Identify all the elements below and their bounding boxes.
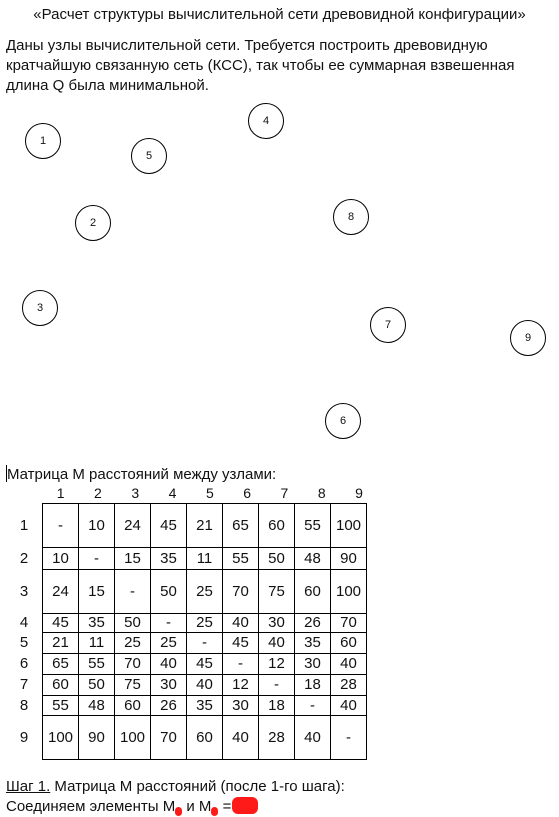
matrix-cell: 40: [295, 716, 331, 760]
matrix-cell: -: [79, 548, 115, 570]
matrix-cell: 25: [187, 614, 223, 633]
row-header: 2: [19, 549, 29, 567]
row-header: 3: [19, 582, 29, 600]
matrix-cell: 12: [259, 654, 295, 675]
node-1: 1: [25, 123, 61, 159]
matrix-cell: 35: [295, 633, 331, 654]
matrix-cell: 70: [115, 654, 151, 675]
matrix-cell: 30: [223, 696, 259, 716]
matrix-cell: 24: [115, 504, 151, 548]
matrix-cell: 70: [151, 716, 187, 760]
matrix-cell: 60: [259, 504, 295, 548]
matrix-cell: 25: [151, 633, 187, 654]
matrix-cell: -: [43, 504, 79, 548]
matrix-cell: 11: [79, 633, 115, 654]
document-title: «Расчет структуры вычислительной сети древовидной конфигурации»: [33, 6, 526, 23]
distance-matrix: [42, 503, 367, 760]
matrix-cell: 11: [187, 548, 223, 570]
matrix-row-headers: [8, 503, 40, 759]
matrix-cell: 45: [187, 654, 223, 675]
matrix-cell: 25: [115, 633, 151, 654]
matrix-cell: 48: [79, 696, 115, 716]
matrix-cell: 30: [259, 614, 295, 633]
matrix-cell: 35: [79, 614, 115, 633]
column-header: 2: [94, 485, 102, 501]
matrix-cell: 40: [223, 716, 259, 760]
table-row: [43, 570, 367, 614]
matrix-cell: -: [259, 675, 295, 696]
matrix-cell: 18: [295, 675, 331, 696]
matrix-cell: 45: [151, 504, 187, 548]
row-header: 7: [19, 676, 29, 693]
matrix-cell: 55: [223, 548, 259, 570]
table-row: [43, 675, 367, 696]
matrix-cell: 30: [295, 654, 331, 675]
node-8: 8: [333, 199, 369, 235]
matrix-cell: 75: [115, 675, 151, 696]
matrix-cell: 21: [187, 504, 223, 548]
matrix-cell: 65: [223, 504, 259, 548]
matrix-cell: 10: [43, 548, 79, 570]
matrix-cell: 100: [43, 716, 79, 760]
matrix-cell: 70: [223, 570, 259, 614]
node-3: 3: [22, 290, 58, 326]
matrix-cell: 60: [331, 633, 367, 654]
row-header: 6: [19, 655, 29, 672]
matrix-cell: 10: [79, 504, 115, 548]
step-connect-line: [6, 797, 345, 817]
matrix-cell: 65: [43, 654, 79, 675]
matrix-cell: 100: [115, 716, 151, 760]
matrix-cell: 90: [331, 548, 367, 570]
matrix-cell: 18: [259, 696, 295, 716]
problem-statement: Даны узлы вычислительной сети. Требуется построить древовидную кратчайшую связанную сеть (КСС), так чтобы ее суммарная взвешенная длина Q была минимальной.: [6, 37, 515, 94]
matrix-cell: 60: [43, 675, 79, 696]
matrix-cell: 35: [151, 548, 187, 570]
matrix-caption-text: Матрица М расстояний между узлами:: [7, 466, 277, 483]
table-row: [43, 716, 367, 760]
node-2: 2: [75, 205, 111, 241]
matrix-cell: 50: [259, 548, 295, 570]
matrix-cell: -: [295, 696, 331, 716]
matrix-cell: 55: [43, 696, 79, 716]
matrix-cell: 40: [187, 675, 223, 696]
matrix-cell: 26: [295, 614, 331, 633]
matrix-column-headers: [42, 485, 378, 503]
matrix-cell: 40: [331, 696, 367, 716]
table-row: [43, 548, 367, 570]
matrix-cell: 90: [79, 716, 115, 760]
matrix-cell: 26: [151, 696, 187, 716]
matrix-cell: 45: [223, 633, 259, 654]
matrix-cell: -: [187, 633, 223, 654]
column-header: 5: [205, 485, 214, 501]
redaction-mark: [232, 797, 258, 814]
matrix-cell: -: [115, 570, 151, 614]
matrix-cell: 50: [115, 614, 151, 633]
row-header: 4: [19, 614, 29, 631]
connect-text: Соединяем элементы М: [6, 798, 176, 815]
row-header: 5: [19, 634, 29, 651]
node-5: 5: [131, 138, 167, 174]
matrix-cell: -: [151, 614, 187, 633]
node-4: 4: [248, 103, 284, 139]
matrix-cell: 75: [259, 570, 295, 614]
step-heading: [6, 777, 345, 797]
table-row: [43, 504, 367, 548]
matrix-cell: 35: [187, 696, 223, 716]
matrix-cell: 50: [79, 675, 115, 696]
matrix-cell: 55: [295, 504, 331, 548]
node-7: 7: [370, 307, 406, 343]
column-header: 1: [56, 485, 65, 501]
step-section: [6, 777, 345, 817]
table-row: [43, 696, 367, 716]
matrix-cell: 12: [223, 675, 259, 696]
row-header: 9: [19, 728, 29, 746]
matrix-cell: -: [223, 654, 259, 675]
matrix-cell: -: [331, 716, 367, 760]
column-header: 6: [243, 485, 252, 501]
table-row: [43, 633, 367, 654]
matrix-cell: 15: [115, 548, 151, 570]
matrix-cell: 55: [79, 654, 115, 675]
matrix-cell: 15: [79, 570, 115, 614]
connect-text-equals: =: [218, 798, 232, 815]
matrix-cell: 21: [43, 633, 79, 654]
matrix-cell: 40: [151, 654, 187, 675]
matrix-cell: 60: [187, 716, 223, 760]
column-header: 9: [355, 485, 363, 501]
column-header: 8: [317, 485, 326, 501]
step-heading-text: Матрица М расстояний (после 1-го шага):: [50, 778, 345, 795]
matrix-cell: 45: [43, 614, 79, 633]
matrix-cell: 24: [43, 570, 79, 614]
table-row: [43, 654, 367, 675]
matrix-cell: 28: [259, 716, 295, 760]
row-header: 1: [19, 516, 29, 534]
column-header: 3: [131, 485, 140, 501]
matrix-cell: 30: [151, 675, 187, 696]
matrix-cell: 40: [223, 614, 259, 633]
matrix-cell: 100: [331, 504, 367, 548]
matrix-cell: 60: [115, 696, 151, 716]
table-row: [43, 614, 367, 633]
node-9: 9: [510, 320, 546, 356]
matrix-cell: 25: [187, 570, 223, 614]
column-header: 7: [280, 485, 289, 501]
node-6: 6: [325, 403, 361, 439]
matrix-cell: 100: [331, 570, 367, 614]
matrix-cell: 40: [331, 654, 367, 675]
connect-text-and: и М: [182, 798, 212, 815]
matrix-caption: [6, 465, 276, 483]
matrix-cell: 70: [331, 614, 367, 633]
matrix-cell: 48: [295, 548, 331, 570]
matrix-cell: 60: [295, 570, 331, 614]
column-header: 4: [168, 485, 177, 501]
matrix-cell: 40: [259, 633, 295, 654]
matrix-cell: 28: [331, 675, 367, 696]
matrix-cell: 50: [151, 570, 187, 614]
row-header: 8: [19, 696, 29, 714]
step-label: Шаг 1.: [6, 778, 51, 795]
